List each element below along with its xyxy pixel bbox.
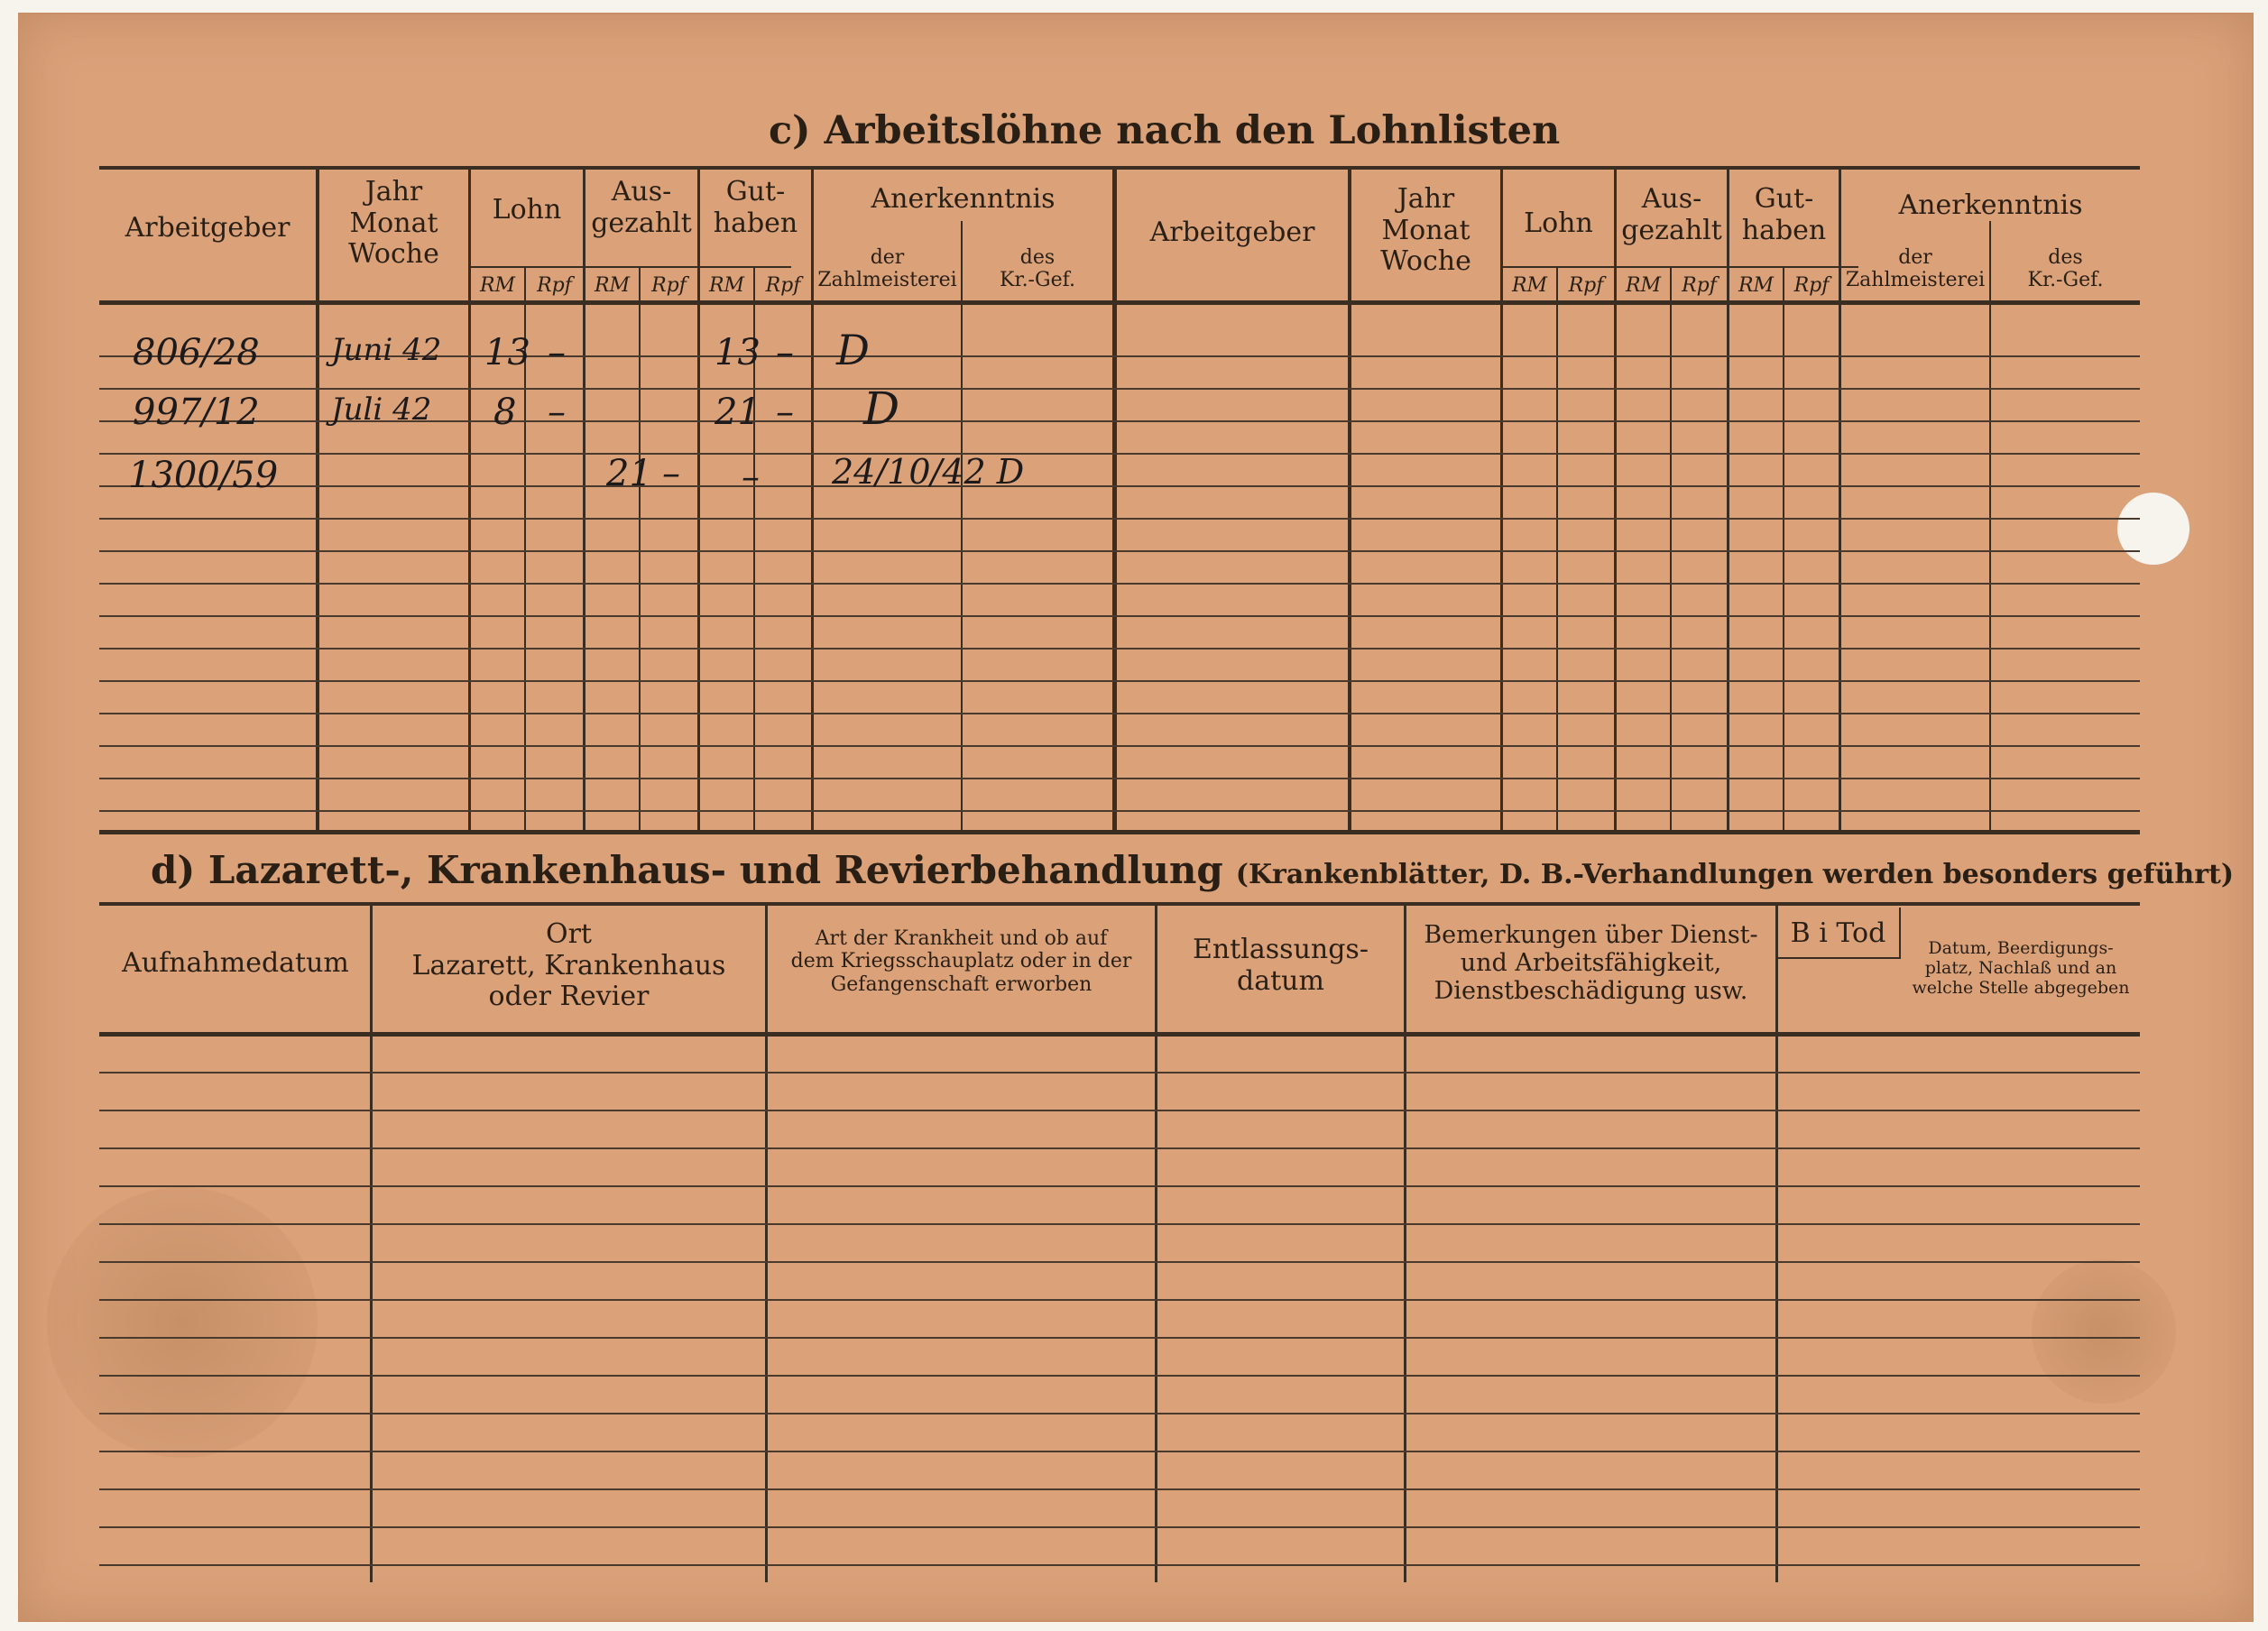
col-kr-gef-header: des Kr.-Gef. bbox=[2027, 246, 2104, 292]
row-rule bbox=[99, 518, 2140, 520]
table-row-2-monat: Juli 42 bbox=[331, 392, 432, 428]
row-rule bbox=[99, 1110, 2140, 1111]
rm-label: RM bbox=[479, 274, 516, 297]
col-art-krankheit-header: Art der Krankheit und ob auf dem Kriegsschauplatz oder in der Gefangenschaft erworben bbox=[790, 927, 1132, 996]
col-lohn-header: Lohn bbox=[492, 194, 562, 226]
col-entlassungsdatum-header: Entlassungs- datum bbox=[1193, 934, 1369, 997]
row-rule bbox=[99, 1526, 2140, 1528]
section-c-title: c) Arbeitslöhne nach den Lohnlisten bbox=[769, 108, 1561, 153]
table-row-2-zahlmeisterei: D bbox=[863, 382, 900, 435]
col-guthaben-header: Gut- haben bbox=[1741, 183, 1827, 246]
table-row-3-ausgezahlt-rm: 21 bbox=[606, 453, 652, 494]
rm-label: RM bbox=[1738, 274, 1775, 297]
row-rule bbox=[99, 1451, 2140, 1452]
row-rule bbox=[99, 485, 2140, 487]
rm-label: RM bbox=[1511, 274, 1548, 297]
table-row-2-lohn-rm: 8 bbox=[493, 392, 517, 433]
pay-card bbox=[18, 13, 2254, 1622]
col-anerkenntnis-header: Anerkenntnis bbox=[871, 183, 1056, 215]
rpf-label: Rpf bbox=[1568, 274, 1604, 297]
rpf-label: Rpf bbox=[1682, 274, 1717, 297]
row-rule bbox=[99, 1223, 2140, 1225]
row-rule bbox=[99, 778, 2140, 779]
col-bitod-header: B i Tod bbox=[1790, 917, 1886, 949]
row-rule bbox=[99, 615, 2140, 617]
row-rule bbox=[99, 1375, 2140, 1377]
col-arbeitgeber-header: Arbeitgeber bbox=[1149, 217, 1315, 248]
col-bemerkungen-header: Bemerkungen über Dienst- und Arbeitsfähigkeit, Dienstbeschädigung usw. bbox=[1424, 921, 1758, 1006]
rpf-label: Rpf bbox=[1793, 274, 1830, 297]
punch-hole bbox=[2117, 493, 2190, 565]
rpf-label: Rpf bbox=[537, 274, 572, 297]
col-guthaben-header: Gut- haben bbox=[713, 176, 798, 239]
row-rule bbox=[99, 1488, 2140, 1490]
row-rule bbox=[99, 1413, 2140, 1414]
section-d-title: d) Lazarett-, Krankenhaus- und Revierbehandlung (Krankenblätter, D. B.-Verhandlungen werden besonders geführt) bbox=[151, 848, 2235, 892]
table-row-1-arbeitgeber: 806/28 bbox=[133, 332, 260, 373]
row-rule bbox=[99, 745, 2140, 747]
col-jahr-monat-woche-header: Jahr Monat Woche bbox=[1380, 183, 1471, 277]
row-rule bbox=[99, 550, 2140, 552]
col-ausgezahlt-header: Aus- gezahlt bbox=[591, 176, 692, 239]
table-row-1-lohn-rpf: – bbox=[548, 332, 566, 373]
rm-label: RM bbox=[594, 274, 631, 297]
section-d-subtitle: (Krankenblätter, D. B.-Verhandlungen werden besonders geführt) bbox=[1235, 859, 2235, 890]
table-row-2-guthaben-rm: 21 bbox=[715, 392, 761, 433]
table-row-1-monat: Juni 42 bbox=[331, 332, 442, 368]
row-rule bbox=[99, 1337, 2140, 1339]
rpf-label: Rpf bbox=[651, 274, 687, 297]
col-anerkenntnis-header: Anerkenntnis bbox=[1898, 189, 2083, 221]
col-lohn-header: Lohn bbox=[1524, 207, 1593, 239]
row-rule bbox=[99, 680, 2140, 682]
table-row-1-zahlmeisterei: D bbox=[836, 326, 870, 374]
col-kr-gef-header: des Kr.-Gef. bbox=[1000, 246, 1075, 292]
row-rule bbox=[99, 453, 2140, 455]
rpf-label: Rpf bbox=[765, 274, 801, 297]
col-ort-header: Ort Lazarett, Krankenhaus oder Revier bbox=[411, 918, 726, 1012]
table-row-1-guthaben-rpf: – bbox=[776, 332, 794, 373]
row-rule bbox=[99, 1147, 2140, 1149]
row-rule bbox=[99, 648, 2140, 650]
row-rule bbox=[99, 713, 2140, 714]
table-row-1-guthaben-rm: 13 bbox=[715, 332, 761, 373]
col-jahr-monat-woche-header: Jahr Monat Woche bbox=[348, 176, 439, 270]
table-row-2-guthaben-rpf: – bbox=[776, 392, 794, 433]
col-zahlmeisterei-header: der Zahlmeisterei bbox=[1845, 246, 1986, 292]
row-rule bbox=[99, 1185, 2140, 1187]
row-rule bbox=[99, 388, 2140, 390]
table-row-2-lohn-rpf: – bbox=[548, 392, 566, 433]
col-arbeitgeber-header: Arbeitgeber bbox=[124, 212, 290, 244]
table-row-3-arbeitgeber: 1300/59 bbox=[128, 455, 279, 496]
table-row-3-zahlmeisterei: 24/10/42 D bbox=[832, 452, 1025, 492]
table-row-1-lohn-rm: 13 bbox=[484, 332, 530, 373]
row-rule bbox=[99, 1299, 2140, 1301]
rm-label: RM bbox=[1625, 274, 1662, 297]
row-rule bbox=[99, 1564, 2140, 1566]
rm-label: RM bbox=[708, 274, 745, 297]
col-zahlmeisterei-header: der Zahlmeisterei bbox=[817, 246, 957, 292]
row-rule bbox=[99, 810, 2140, 812]
row-rule bbox=[99, 1072, 2140, 1074]
table-row-2-arbeitgeber: 997/12 bbox=[133, 392, 260, 433]
table-row-3-ausgezahlt-rpf: – bbox=[662, 453, 680, 494]
row-rule bbox=[99, 583, 2140, 585]
col-aufnahmedatum-header: Aufnahmedatum bbox=[122, 947, 349, 979]
col-datum-beerdigung-header: Datum, Beerdigungs- platz, Nachlaß und an welche Stelle abgegeben bbox=[1912, 938, 2130, 998]
row-rule bbox=[99, 1261, 2140, 1263]
table-row-3-guthaben-rm: – bbox=[742, 456, 760, 498]
col-ausgezahlt-header: Aus- gezahlt bbox=[1621, 183, 1722, 246]
